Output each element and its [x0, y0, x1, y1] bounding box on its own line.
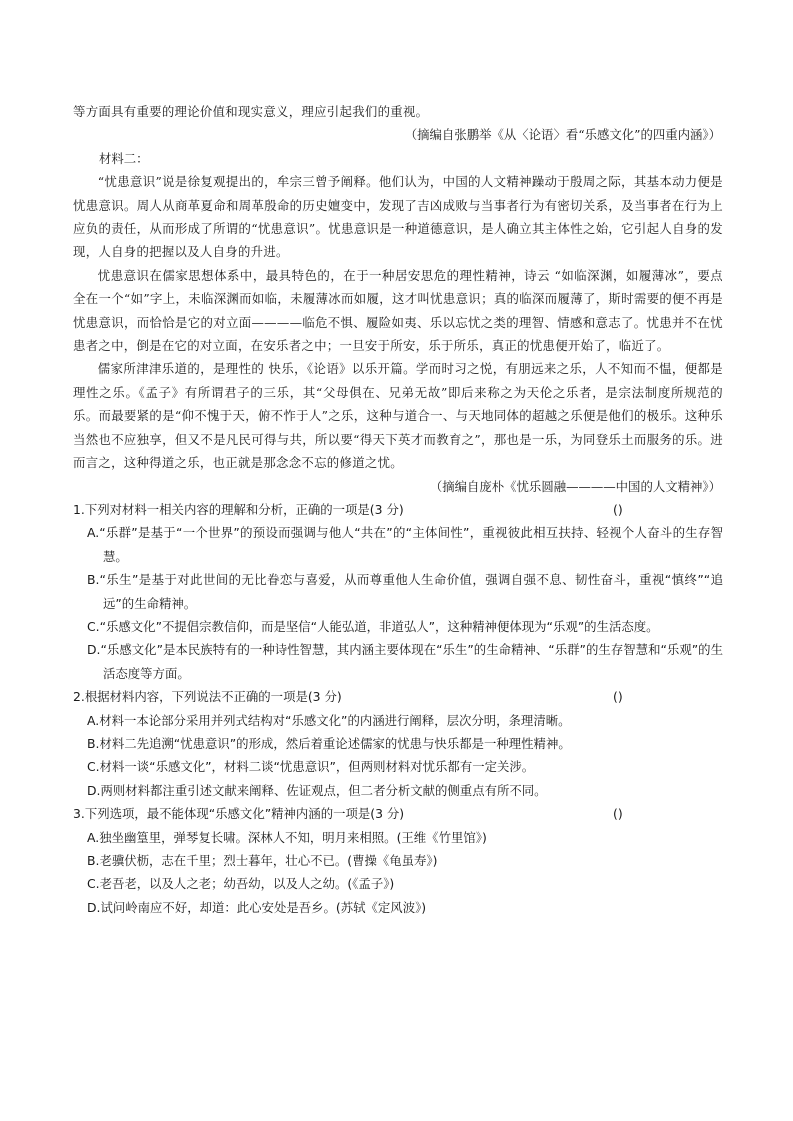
question-stem-text: 2.根据材料内容，下列说法不正确的一项是(3 分) [73, 689, 342, 705]
material-2-label: 材料二： [99, 150, 149, 166]
question-1-option-d[interactable]: D.“乐感文化”是本民族特有的一种诗性智慧，其内涵主要体现在“乐生”的生命精神、“乐群”的生存智慧和“乐观”的生活态度等方面。 [87, 642, 723, 681]
source-citation-2: （摘编自庞朴《忧乐圆融————中国的人文精神》） [429, 478, 721, 494]
question-2-option-c[interactable]: C.材料一谈“乐感文化”，材料二谈“忧患意识”，但两则材料对忧乐都有一定关涉。 [87, 759, 535, 775]
question-3-option-a[interactable]: A.独坐幽篁里，弹琴复长啸。深林人不知，明月来相照。(王维《竹里馆》) [87, 829, 487, 845]
passage-continuation: 等方面具有重要的理论价值和现实意义，理应引起我们的重视。 [73, 104, 429, 119]
answer-blank[interactable]: () [613, 501, 623, 517]
answer-blank[interactable]: () [613, 806, 623, 822]
question-1-option-c[interactable]: C.“乐感文化”不提倡宗教信仰，而是坚信“人能弘道，非道弘人”，这种精神便体现为“乐观”的生活态度。 [87, 618, 659, 634]
question-1-stem [73, 498, 723, 521]
question-3-option-c[interactable]: C.老吾老，以及人之老；幼吾幼，以及人之幼。(《孟子》) [87, 876, 395, 892]
material-2-paragraph-1: “忧患意识”说是徐复观提出的，牟宗三曾予阐释。他们认为，中国的人文精神躁动于殷周之际，其基本动力便是忧患意识。周人从商革夏命和周革殷命的历史嬗变中，发现了吉凶成败与当事者行为有密切关系，及当事者在行为上应负的责任，从而形成了所谓的“忧患意识”。忧患意识是一种道德意识，是人确立其主体性之始，它引起人自身的发现，人自身的把握以及人自身的升进。 [73, 174, 723, 260]
question-3 [73, 802, 723, 919]
question-2-option-a[interactable]: A.材料一本论部分采用并列式结构对“乐感文化”的内涵进行阐释，层次分明，条理清晰。 [87, 712, 571, 728]
question-stem-text: 1.下列对材料一相关内容的理解和分析，正确的一项是(3 分) [73, 501, 404, 517]
question-1 [73, 498, 723, 685]
question-stem-text: 3.下列选项，最不能体现“乐感文化”精神内涵的一项是(3 分) [73, 806, 405, 822]
question-1-option-b[interactable]: B.“乐生”是基于对此世间的无比眷恋与喜爱，从而尊重他人生命价值，强调自强不息、韧性奋斗，重视“慎终”“追远”的生命精神。 [87, 572, 723, 611]
question-2-option-d[interactable]: D.两则材料都注重引述文献来阐释、佐证观点，但二者分析文献的侧重点有所不同。 [87, 782, 547, 798]
question-3-stem [73, 802, 723, 825]
exam-page [73, 100, 723, 919]
material-2-paragraph-3: 儒家所津津乐道的，是理性的 快乐，《论语》以乐开篇。学而时习之悦，有朋远来之乐，人不知而不愠，便都是理性之乐。《孟子》有所谓君子的三乐，其“父母俱在、兄弟无故”即后来称之为天伦之乐者，是宗法制度所规范的乐。而最要紧的是“仰不愧于天，俯不怍于人”之乐，这种与道合一、与天地同体的超越之乐便是他们的极乐。这种乐当然也不应独享，但又不是凡民可得与共，所以要“得天下英才而教育之”，那也是一乐，为同登乐土而服务的乐。进而言之，这种得道之乐，也正就是那念念不忘的修道之忧。 [73, 361, 723, 471]
answer-blank[interactable]: () [613, 689, 623, 705]
question-2-stem [73, 685, 723, 708]
question-1-option-a[interactable]: A.“乐群”是基于“一个世界”的预设而强调与他人“共在”的“主体间性”，重视彼此相互扶持、轻视个人奋斗的生存智慧。 [87, 525, 723, 564]
source-citation-1: （摘编自张鹏举《从〈论语〉看“乐感文化”的四重内涵》） [404, 127, 721, 143]
material-2-paragraph-2: 忧患意识在儒家思想体系中，最具特色的，在于一种居安思危的理性精神，诗云 “如临深渊，如履薄冰”，要点全在一个“如”字上，未临深渊而如临，未履薄冰而如履，这才叫忧患意识；真的临深而履薄了，斯时需要的便不再是忧患意识，而恰恰是它的对立面————临危不惧、履险如夷、乐以忘忧之类的理智、情感和意志了。忧患并不在忧患者之中，倒是在它的对立面，在安乐者之中；一旦安于所安，乐于所乐，真正的忧患便开始了，临近了。 [73, 267, 723, 354]
question-3-option-b[interactable]: B.老骥伏枥，志在千里；烈士暮年，壮心不已。(曹操《龟虽寿》) [87, 853, 438, 868]
question-2-option-b[interactable]: B.材料二先追溯“忧患意识”的形成，然后着重论述儒家的忧患与快乐都是一种理性精神。 [87, 735, 571, 751]
question-2 [73, 685, 723, 802]
question-3-option-d[interactable]: D.试问岭南应不好，却道：此心安处是吾乡。(苏轼《定风波》) [87, 899, 427, 915]
